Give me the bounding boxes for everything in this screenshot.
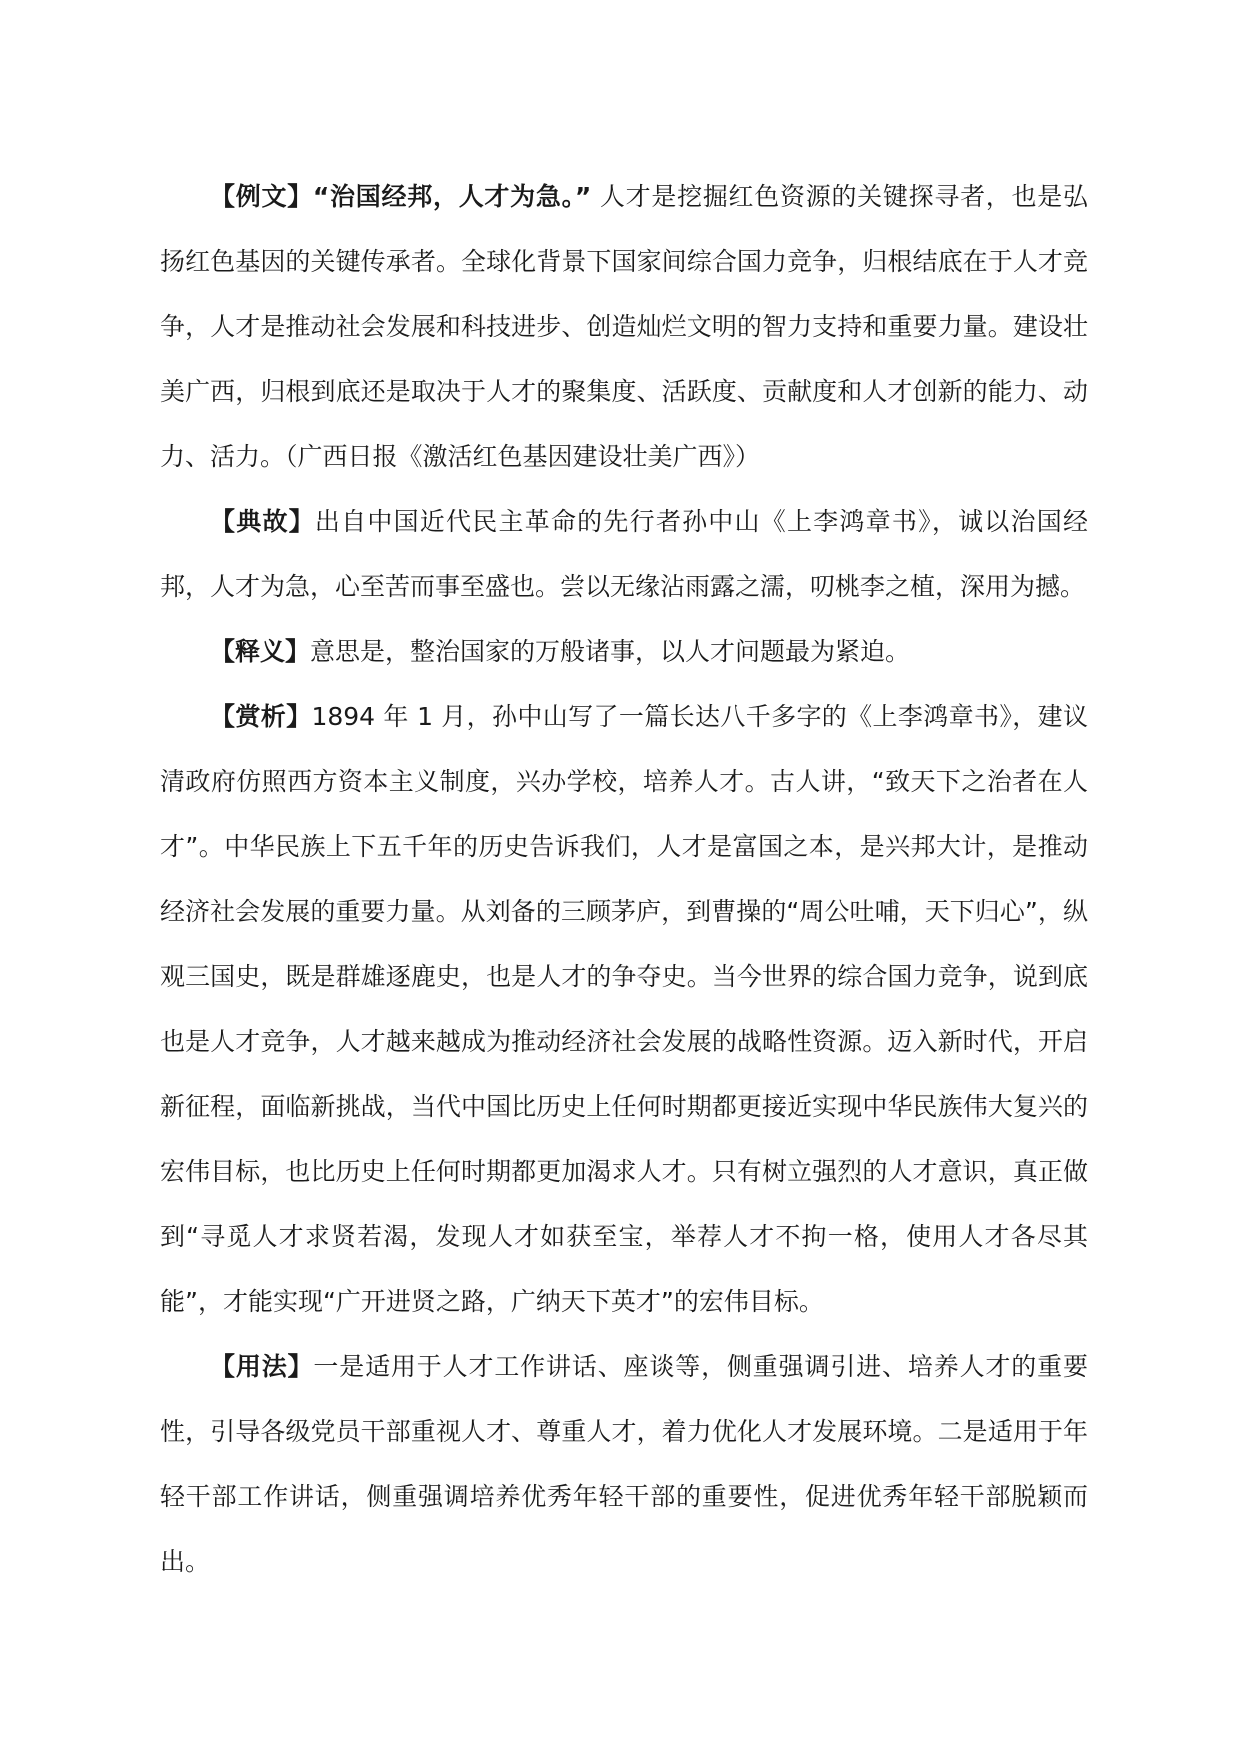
- example-paragraph: [160, 164, 1088, 489]
- appreciation-text: 1894 年 1 月，孙中山写了一篇长达八千多字的《上李鸿章书》，建议清政府仿照西方资本主义制度，兴办学校，培养人才。古人讲，“致天下之治者在人才”。中华民族上下五千年的历史告诉我们，人才是富国之本，是兴邦大计，是推动经济社会发展的重要力量。从刘备的三顾茅庐，到曹操的“周公吐哺，天下归心”，纵观三国史，既是群雄逐鹿史，也是人才的争夺史。当今世界的综合国力竞争，说到底也是人才竞争，人才越来越成为推动经济社会发展的战略性资源。迈入新时代，开启新征程，面临新挑战，当代中国比历史上任何时期都更接近实现中华民族伟大复兴的宏伟目标，也比历史上任何时期都更加渴求人才。只有树立强烈的人才意识，真正做到“寻觅人才求贤若渴，发现人才如获至宝，举荐人才不拘一格，使用人才各尽其能”，才能实现“广开进贤之路，广纳天下英才”的宏伟目标。: [160, 702, 1088, 1316]
- example-label: 【例文】: [210, 182, 313, 211]
- allusion-text: 出自中国近代民主革命的先行者孙中山《上李鸿章书》，诚以治国经邦，人才为急，心至苦而事至盛也。尝以无缘沾雨露之濡，叨桃李之植，深用为撼。: [160, 507, 1088, 601]
- allusion-paragraph: [160, 489, 1088, 619]
- meaning-label: 【释义】: [210, 637, 311, 666]
- example-text: 人才是挖掘红色资源的关键探寻者，也是弘扬红色基因的关键传承者。全球化背景下国家间综合国力竞争，归根结底在于人才竞争，人才是推动社会发展和科技进步、创造灿烂文明的智力支持和重要力量。建设壮美广西，归根到底还是取决于人才的聚集度、活跃度、贡献度和人才创新的能力、动力、活力。（广西日报《激活红色基因建设壮美广西》）: [160, 182, 1088, 471]
- appreciation-label: 【赏析】: [210, 702, 312, 731]
- meaning-text: 意思是，整治国家的万般诸事，以人才问题最为紧迫。: [310, 637, 911, 666]
- usage-text: 一是适用于人才工作讲话、座谈等，侧重强调引进、培养人才的重要性，引导各级党员干部重视人才、尊重人才，着力优化人才发展环境。二是适用于年轻干部工作讲话，侧重强调培养优秀年轻干部的重要性，促进优秀年轻干部脱颖而出。: [160, 1352, 1088, 1576]
- meaning-paragraph: [160, 619, 1088, 684]
- usage-paragraph: [160, 1334, 1088, 1594]
- allusion-label: 【典故】: [210, 507, 315, 536]
- usage-label: 【用法】: [210, 1352, 314, 1381]
- document-page: [160, 164, 1088, 1594]
- appreciation-paragraph: [160, 684, 1088, 1334]
- example-quote: “治国经邦，人才为急。”: [312, 182, 592, 211]
